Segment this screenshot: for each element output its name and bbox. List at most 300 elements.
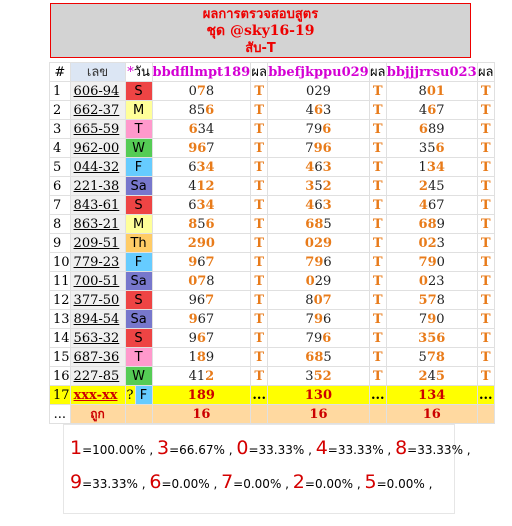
value-digit: 3	[436, 273, 445, 289]
value-digit: 7	[418, 254, 428, 270]
formula-value	[152, 158, 251, 177]
day-badge: S	[125, 291, 152, 310]
result-mark: T	[369, 310, 386, 329]
value-digit: 8	[314, 349, 324, 365]
result-mark: T	[251, 367, 268, 386]
value-digit: 6	[188, 121, 198, 137]
value-digit: 9	[188, 330, 197, 346]
header-type: สับ-T	[245, 41, 276, 56]
result-mark: T	[369, 329, 386, 348]
result-mark: T	[369, 158, 386, 177]
row-number: 6	[50, 177, 71, 196]
formula-value	[386, 196, 477, 215]
value-digit: 2	[427, 235, 437, 251]
value-digit: 4	[205, 159, 215, 175]
summary-gap	[369, 405, 386, 424]
result-mark: T	[477, 101, 494, 120]
day-badge: W	[125, 367, 152, 386]
row-number: 5	[50, 158, 71, 177]
formula-value	[268, 82, 370, 101]
value-digit: 8	[205, 83, 215, 99]
value-digit: 9	[322, 273, 332, 289]
result-mark: T	[369, 272, 386, 291]
formula-value	[386, 253, 477, 272]
table-row	[50, 367, 495, 386]
col-header-day: *วัน	[125, 63, 152, 82]
result-mark: T	[369, 367, 386, 386]
value-digit: 7	[305, 254, 315, 270]
formula-value	[152, 329, 251, 348]
row-number: 9	[50, 234, 71, 253]
value-digit: 1	[188, 349, 197, 365]
value-digit: 0	[305, 273, 315, 289]
day-badge: T	[125, 120, 152, 139]
summary-blank	[125, 405, 152, 424]
pending-question: ?	[126, 387, 134, 403]
col-header-formula-2: bbefjkppu029	[268, 64, 369, 80]
value-digit: 1	[196, 178, 206, 194]
formula-value	[386, 177, 477, 196]
day-badge: S	[125, 329, 152, 348]
formula-value	[152, 367, 251, 386]
stat-percent: =0.00% ,	[161, 477, 222, 491]
value-digit: 7	[305, 121, 314, 137]
value-digit: 0	[418, 235, 428, 251]
value-digit: 0	[436, 254, 445, 270]
value-digit: 6	[197, 311, 206, 327]
result-mark: T	[477, 348, 494, 367]
value-digit: 9	[188, 292, 197, 308]
result-mark: T	[477, 120, 494, 139]
result-mark: T	[251, 196, 268, 215]
formula-value	[152, 272, 251, 291]
value-digit: 3	[418, 330, 428, 346]
report-header	[50, 3, 471, 58]
col-header-num: #	[50, 63, 71, 82]
value-digit: 9	[188, 254, 198, 270]
formula-value	[268, 158, 370, 177]
row-number-link[interactable]: 843-61	[70, 196, 125, 215]
value-digit: 6	[305, 216, 315, 232]
col-header-formula-1: bbdfllmpt189	[152, 64, 251, 80]
header-set: ชุด @sky16-19	[206, 23, 315, 39]
formula-value	[268, 348, 370, 367]
formula-value	[268, 310, 370, 329]
value-digit: 0	[436, 311, 445, 327]
value-digit: 9	[313, 311, 323, 327]
pending-value: 130	[268, 386, 370, 405]
value-digit: 2	[187, 235, 197, 251]
value-digit: 5	[427, 330, 437, 346]
table-row	[50, 120, 495, 139]
value-digit: 9	[188, 311, 198, 327]
value-digit: 6	[197, 254, 206, 270]
stat-digit: 1	[70, 437, 83, 459]
table-row	[50, 291, 495, 310]
table-row	[50, 215, 495, 234]
table-row	[50, 310, 495, 329]
result-mark: T	[251, 82, 268, 101]
value-digit: 7	[305, 330, 314, 346]
value-digit: 2	[418, 178, 428, 194]
row-number: 16	[50, 367, 71, 386]
value-digit: 6	[323, 254, 332, 270]
stat-digit: 3	[156, 437, 170, 459]
table-row	[50, 272, 495, 291]
value-digit: 9	[313, 121, 323, 137]
result-mark: T	[251, 272, 268, 291]
value-digit: 3	[305, 178, 315, 194]
row-number-link[interactable]: 665-59	[70, 120, 125, 139]
value-digit: 9	[314, 254, 324, 270]
table-row	[50, 139, 495, 158]
stat-percent: =0.00% ,	[376, 477, 433, 491]
day-badge: W	[125, 139, 152, 158]
value-digit: 6	[322, 330, 332, 346]
formula-value	[268, 101, 370, 120]
value-digit: 9	[436, 121, 445, 137]
value-digit: 2	[427, 273, 437, 289]
value-digit: 9	[313, 330, 323, 346]
results-table	[49, 62, 495, 424]
row-number-link[interactable]: 662-37	[70, 101, 125, 120]
value-digit: 9	[322, 235, 333, 251]
value-digit: 0	[418, 273, 428, 289]
table-row	[50, 196, 495, 215]
value-digit: 2	[322, 368, 332, 384]
result-mark: T	[477, 82, 494, 101]
value-digit: 5	[418, 292, 428, 308]
result-mark: T	[251, 177, 268, 196]
result-mark: T	[477, 177, 494, 196]
value-digit: 3	[418, 140, 428, 156]
day-badge: M	[125, 101, 152, 120]
pending-number[interactable]: xxx-xx	[73, 387, 118, 403]
value-digit: 4	[188, 368, 197, 384]
value-digit: 6	[188, 159, 197, 175]
value-digit: 9	[322, 83, 331, 99]
value-digit: 8	[314, 216, 324, 232]
result-mark: T	[251, 120, 268, 139]
result-mark: T	[477, 291, 494, 310]
value-digit: 4	[418, 102, 428, 118]
value-digit: 7	[436, 197, 445, 213]
table-row	[50, 234, 495, 253]
value-digit: 6	[322, 311, 332, 327]
value-digit: 6	[418, 216, 428, 232]
row-number: 15	[50, 348, 71, 367]
value-digit: 4	[305, 197, 315, 213]
value-digit: 2	[205, 368, 215, 384]
stat-digit: 6	[149, 471, 162, 493]
day-badge: Th	[125, 234, 152, 253]
value-digit: 2	[418, 368, 428, 384]
pending-number-link[interactable]	[70, 386, 125, 405]
result-mark: T	[251, 234, 268, 253]
table-row	[50, 348, 495, 367]
value-digit: 8	[436, 292, 445, 308]
value-digit: 9	[427, 254, 437, 270]
formula-value	[152, 310, 251, 329]
result-mark: T	[369, 253, 386, 272]
row-number-link[interactable]: 563-32	[70, 329, 125, 348]
value-digit: 6	[427, 102, 437, 118]
result-mark: T	[251, 139, 268, 158]
value-digit: 7	[196, 83, 206, 99]
formula-value	[386, 101, 477, 120]
result-mark: T	[369, 82, 386, 101]
row-number-link[interactable]: 377-50	[70, 291, 125, 310]
value-digit: 5	[313, 368, 323, 384]
row-number-link[interactable]: 779-23	[70, 253, 125, 272]
value-digit: 0	[304, 235, 314, 251]
value-digit: 0	[188, 273, 198, 289]
table-row	[50, 177, 495, 196]
value-digit: 1	[418, 159, 427, 175]
value-digit: 8	[196, 349, 206, 365]
formula-value	[152, 101, 251, 120]
row-number-link[interactable]: 209-51	[70, 234, 125, 253]
result-mark: T	[251, 291, 268, 310]
formula-value	[386, 329, 477, 348]
formula-value	[152, 177, 251, 196]
formula-value	[386, 139, 477, 158]
stat-digit: 2	[292, 471, 305, 493]
value-digit: 6	[314, 197, 323, 213]
formula-value	[386, 272, 477, 291]
value-digit: 9	[196, 235, 206, 251]
summary-count: 16	[152, 405, 251, 424]
value-digit: 8	[188, 102, 197, 118]
summary-gap	[477, 405, 494, 424]
formula-value	[268, 215, 370, 234]
result-mark: T	[369, 291, 386, 310]
summary-count: 16	[386, 405, 477, 424]
formula-value	[268, 120, 370, 139]
row-number: 10	[50, 253, 71, 272]
stat-percent: =33.33% ,	[407, 443, 471, 457]
result-mark: T	[477, 234, 494, 253]
summary-gap	[251, 405, 268, 424]
row-number-link[interactable]: 227-85	[70, 367, 125, 386]
value-digit: 7	[205, 311, 215, 327]
value-digit: 7	[206, 140, 215, 156]
result-mark: T	[251, 329, 268, 348]
formula-value	[386, 120, 477, 139]
result-mark: T	[251, 158, 268, 177]
value-digit: 2	[314, 83, 323, 99]
result-mark: T	[251, 101, 268, 120]
formula-value	[152, 291, 251, 310]
result-mark: T	[251, 310, 268, 329]
row-number-link[interactable]: 962-00	[70, 139, 125, 158]
value-digit: 8	[427, 121, 437, 137]
value-digit: 3	[196, 159, 206, 175]
formula-value	[386, 367, 477, 386]
row-number-link[interactable]: 700-51	[70, 272, 125, 291]
stats-line-1	[70, 437, 471, 471]
table-row	[50, 82, 495, 101]
row-number-link[interactable]: 863-21	[70, 215, 125, 234]
formula-value	[152, 139, 251, 158]
row-number-link[interactable]: 606-94	[70, 82, 125, 101]
value-digit: 6	[322, 140, 332, 156]
row-number: 8	[50, 215, 71, 234]
value-digit: 1	[196, 368, 206, 384]
digit-stats	[63, 424, 471, 514]
table-row	[50, 101, 495, 120]
formula-value	[152, 120, 251, 139]
value-digit: 9	[436, 216, 445, 232]
col-header-formula-3: bbjjjrrsu023	[386, 64, 477, 80]
value-digit: 5	[196, 102, 206, 118]
value-digit: 1	[435, 83, 445, 99]
stat-percent: =0.00% ,	[233, 477, 293, 491]
formula-value	[152, 234, 251, 253]
row-number: 4	[50, 139, 71, 158]
value-digit: 5	[418, 349, 427, 365]
pending-value: 189	[152, 386, 251, 405]
formula-value	[268, 139, 370, 158]
value-digit: 4	[305, 159, 315, 175]
stat-digit: 8	[395, 437, 408, 459]
value-digit: 3	[322, 159, 332, 175]
day-badge: Sa	[125, 310, 152, 329]
value-digit: 8	[435, 349, 445, 365]
formula-value	[268, 272, 370, 291]
value-digit: 7	[427, 292, 437, 308]
formula-value	[152, 348, 251, 367]
result-mark: T	[477, 272, 494, 291]
value-digit: 6	[435, 140, 445, 156]
stat-percent: =33.33% ,	[82, 477, 150, 491]
value-digit: 6	[322, 121, 332, 137]
formula-value	[268, 329, 370, 348]
formula-value	[386, 234, 477, 253]
stat-percent: =66.67% ,	[169, 443, 237, 457]
row-number: 2	[50, 101, 71, 120]
value-digit: 4	[427, 178, 437, 194]
result-mark: T	[369, 177, 386, 196]
row-number-link[interactable]: 894-54	[70, 310, 125, 329]
result-mark: T	[477, 215, 494, 234]
value-digit: 6	[314, 159, 323, 175]
row-number: 1	[50, 82, 71, 101]
summary-label: ถูก	[70, 405, 125, 424]
value-digit: 9	[205, 349, 215, 365]
result-mark: T	[369, 215, 386, 234]
summary-count: 16	[268, 405, 370, 424]
result-mark: T	[369, 120, 386, 139]
row-number-link[interactable]: 044-32	[70, 158, 125, 177]
row-number-link[interactable]: 221-38	[70, 177, 125, 196]
formula-value	[268, 196, 370, 215]
formula-value	[268, 367, 370, 386]
table-row	[50, 253, 495, 272]
day-badge: F	[125, 253, 152, 272]
result-mark: T	[477, 310, 494, 329]
value-digit: 0	[313, 292, 323, 308]
value-digit: 7	[305, 311, 314, 327]
value-digit: 7	[205, 292, 215, 308]
day-badge: M	[125, 215, 152, 234]
col-header-pol-1: ผล	[251, 64, 267, 80]
summary-dots: ...	[50, 405, 71, 424]
formula-value	[152, 215, 251, 234]
pending-result: ...	[478, 387, 493, 403]
day-badge: Sa	[125, 272, 152, 291]
value-digit: 7	[322, 292, 332, 308]
row-number: 7	[50, 196, 71, 215]
table-row	[50, 158, 495, 177]
value-digit: 4	[205, 121, 215, 137]
row-number: 14	[50, 329, 71, 348]
pending-result: ...	[370, 387, 385, 403]
value-digit: 6	[205, 216, 215, 232]
day-badge: S	[125, 82, 152, 101]
col-header-pol-3: ผล	[477, 64, 494, 80]
value-digit: 3	[426, 159, 436, 175]
formula-value	[386, 82, 477, 101]
value-digit: 7	[305, 140, 314, 156]
value-digit: 5	[197, 216, 206, 232]
formula-value	[152, 196, 251, 215]
value-digit: 0	[306, 83, 315, 99]
value-digit: 7	[197, 273, 207, 289]
value-digit: 2	[205, 178, 215, 194]
stat-digit: 9	[70, 471, 83, 493]
day-badge: S	[125, 196, 152, 215]
formula-value	[152, 253, 251, 272]
value-digit: 8	[188, 216, 198, 232]
result-mark: T	[369, 101, 386, 120]
formula-value	[386, 310, 477, 329]
value-digit: 5	[436, 178, 445, 194]
value-digit: 7	[205, 254, 215, 270]
value-digit: 0	[205, 235, 215, 251]
value-digit: 4	[427, 368, 436, 384]
value-digit: 7	[418, 311, 428, 327]
value-digit: 7	[426, 349, 436, 365]
value-digit: 8	[427, 216, 437, 232]
row-number: 13	[50, 310, 71, 329]
value-digit: 4	[435, 159, 445, 175]
value-digit: 6	[418, 121, 428, 137]
value-digit: 3	[197, 121, 206, 137]
value-digit: 4	[205, 197, 215, 213]
value-digit: 9	[427, 311, 437, 327]
value-digit: 6	[188, 197, 197, 213]
result-mark: T	[369, 234, 386, 253]
value-digit: 6	[305, 349, 315, 365]
day-badge: F	[135, 386, 152, 405]
summary-row	[50, 405, 495, 424]
row-number: 3	[50, 120, 71, 139]
value-digit: 4	[418, 197, 428, 213]
formula-value	[386, 158, 477, 177]
value-digit: 6	[427, 197, 437, 213]
value-digit: 8	[418, 83, 427, 99]
header-row	[50, 63, 495, 82]
formula-value	[268, 177, 370, 196]
value-digit: 3	[322, 197, 332, 213]
value-digit: 6	[197, 140, 207, 156]
result-mark: T	[477, 329, 494, 348]
result-mark: T	[477, 139, 494, 158]
result-mark: T	[369, 196, 386, 215]
row-number-link[interactable]: 687-36	[70, 348, 125, 367]
value-digit: 6	[205, 102, 215, 118]
